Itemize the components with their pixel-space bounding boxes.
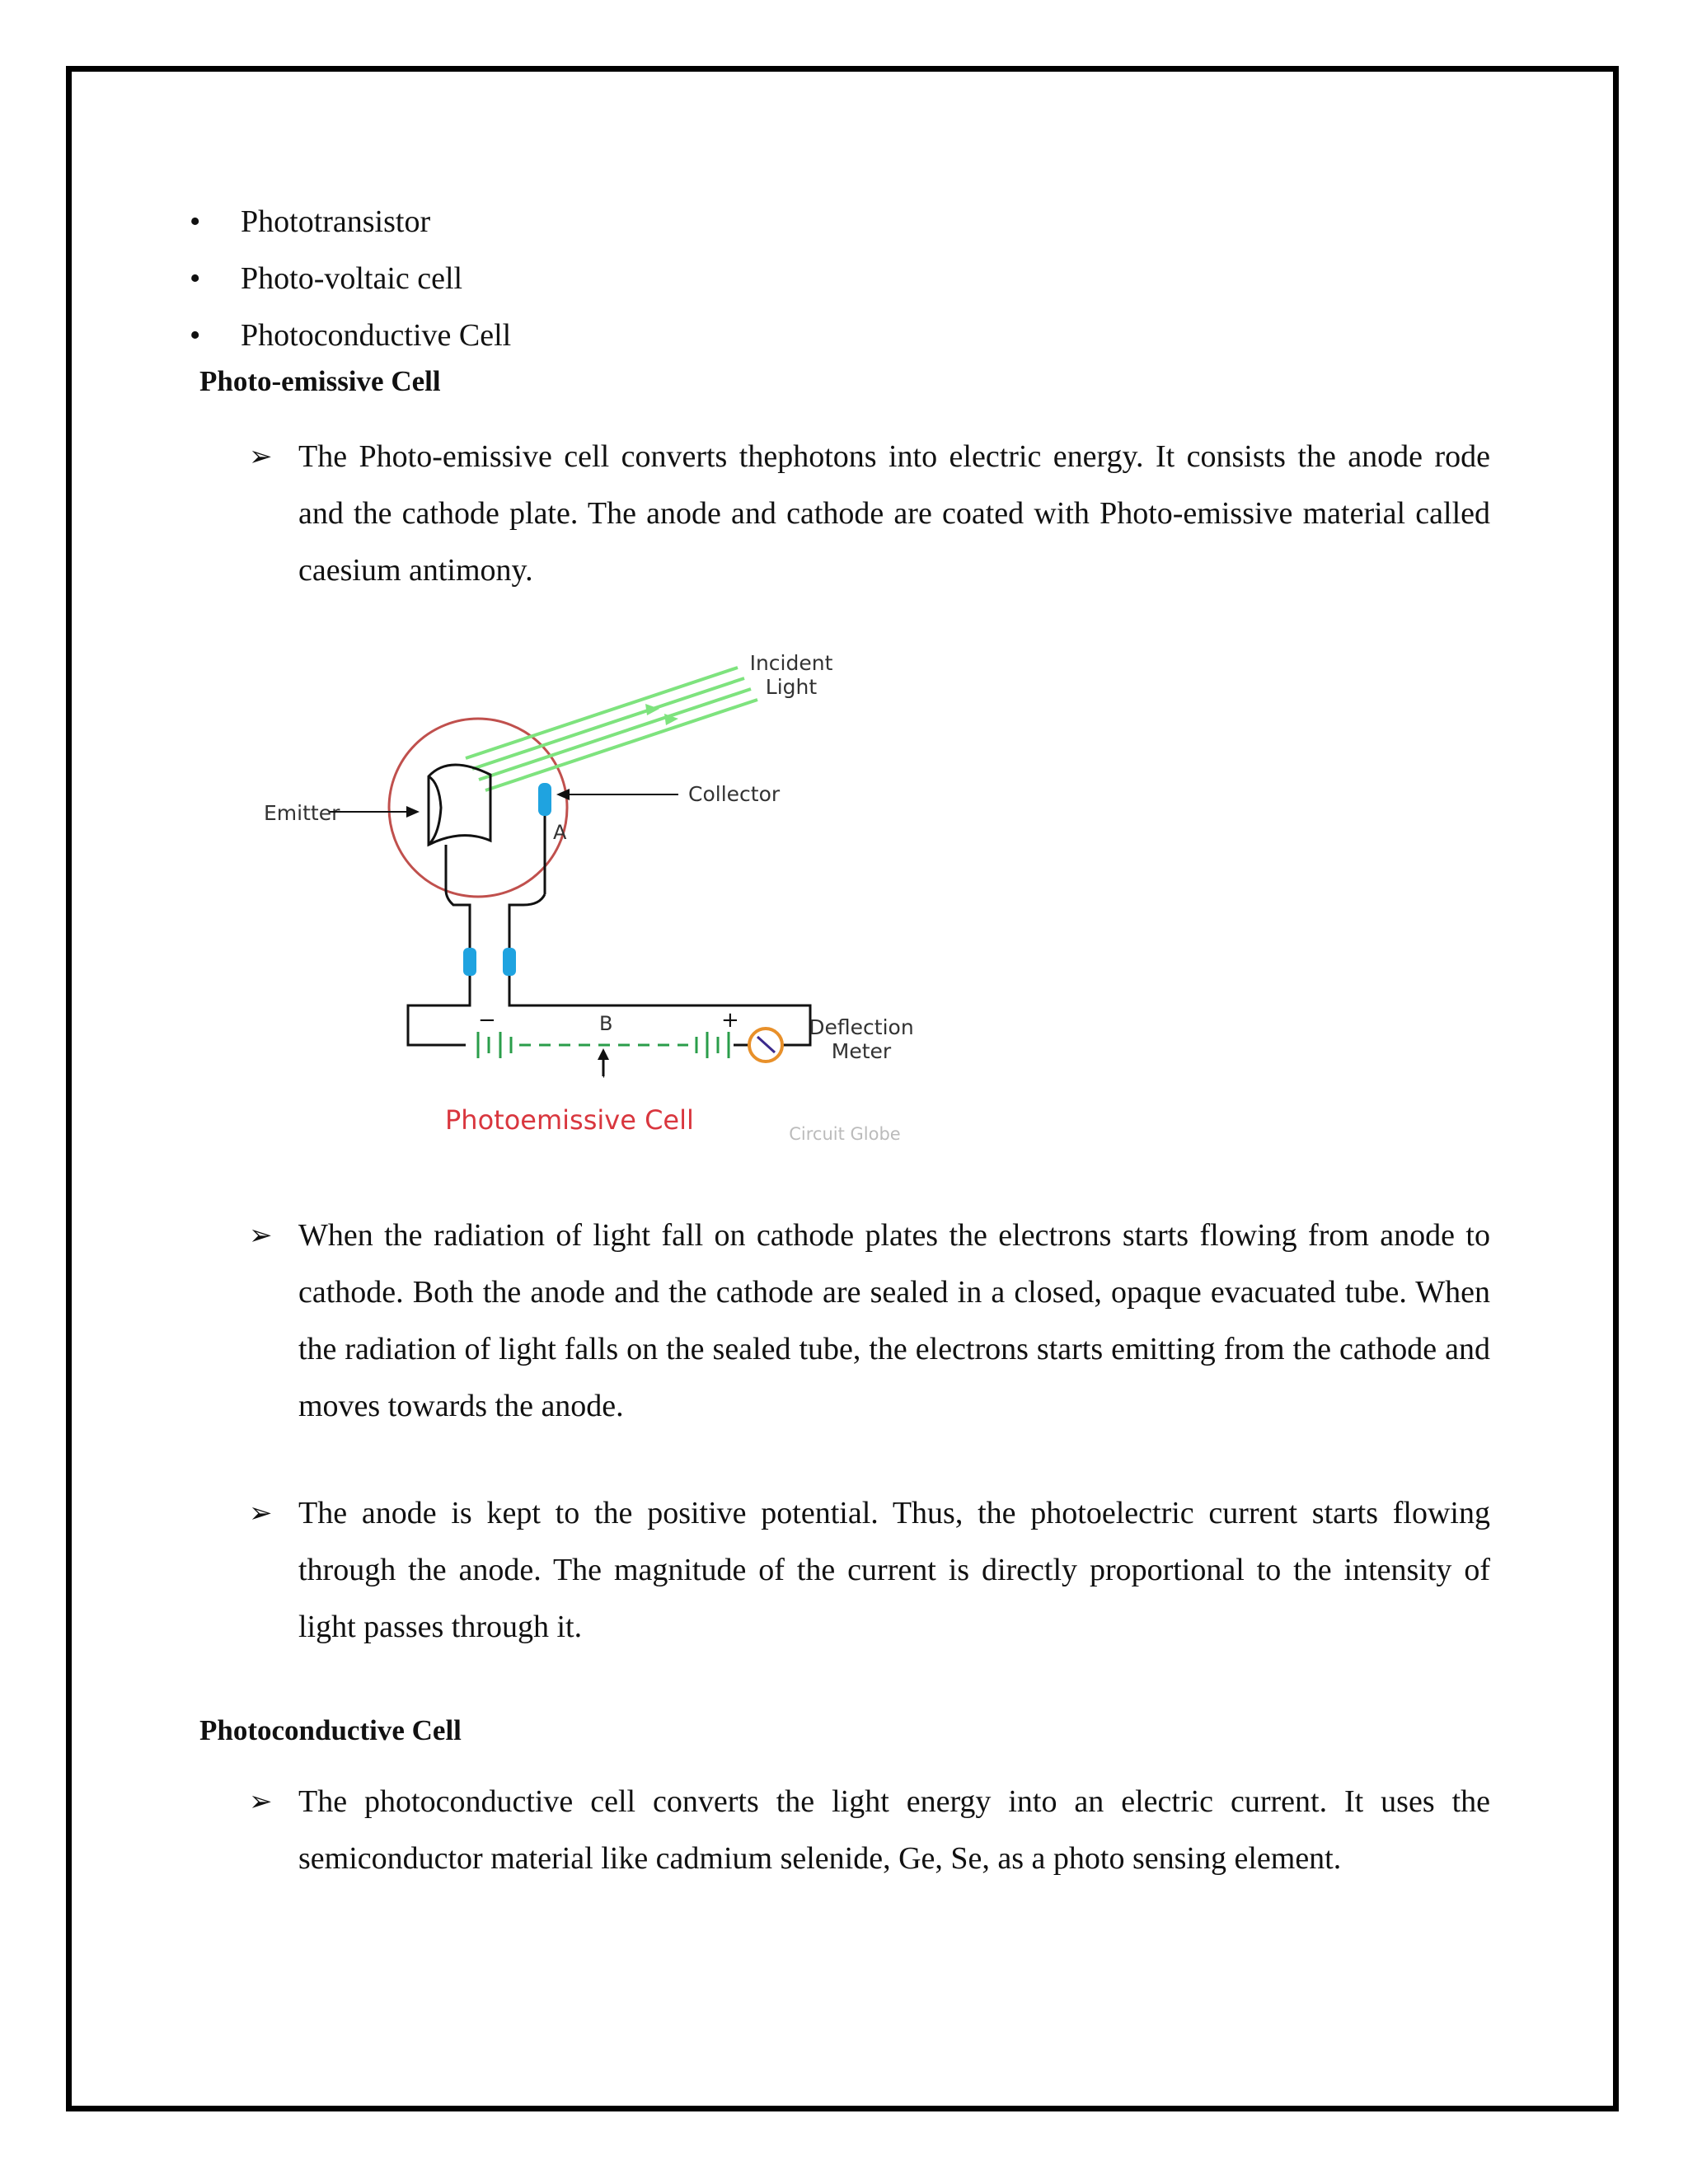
list-item xyxy=(190,307,511,364)
bullet-dot-icon: • xyxy=(190,204,201,239)
pointer-arrow-icon xyxy=(556,789,570,800)
arrow-bullet-icon: ➢ xyxy=(249,1219,273,1252)
emitter-label: Emitter xyxy=(264,801,340,825)
bullet-dot-icon: • xyxy=(190,318,201,353)
positive-terminal-label: + xyxy=(721,1008,739,1033)
section-heading-photoconductive: Photoconductive Cell xyxy=(199,1714,462,1746)
negative-terminal-label: − xyxy=(478,1008,496,1033)
paragraph: The photoconductive cell converts the light energy into an electric current. It uses the semiconductor material like cadmium selenide, Ge, Se, as a photo sensing element. xyxy=(298,1784,1490,1876)
arrow-bullet-icon: ➢ xyxy=(249,1497,273,1530)
paragraph: The Photo-emissive cell converts thephotons into electric energy. It consists the anode rode and the cathode plate. The anode and cathode are coated with Photo-emissive material called caesium antimony. xyxy=(298,439,1490,588)
list-item-text: Photo-voltaic cell xyxy=(241,261,463,296)
paragraph: The anode is kept to the positive potential. Thus, the photoelectric current starts flowing through the anode. The magnitude of the current is directly proportional to the intensity of light passes through it. xyxy=(298,1496,1490,1644)
circuit-wire xyxy=(408,976,470,1045)
battery-label: B xyxy=(599,1012,613,1035)
emitter-cathode xyxy=(429,765,490,845)
bullet-dot-icon: • xyxy=(190,261,201,296)
list-item-text: Phototransistor xyxy=(241,204,431,239)
incident-light-rays xyxy=(466,668,757,790)
arrow-bullet-icon: ➢ xyxy=(249,440,273,473)
paragraph: When the radiation of light fall on cathode plates the electrons starts flowing from anode to cathode. Both the anode and the cathode are sealed in a closed, opaque evacuated tube. When the radiation of light falls on the sealed tube, the electrons starts emitting from the cathode and moves towards the anode. xyxy=(298,1218,1490,1423)
device-bullet-list xyxy=(190,194,511,364)
incident-light-label: Incident xyxy=(749,651,833,675)
list-item xyxy=(190,194,511,251)
list-item xyxy=(190,251,511,307)
watermark: Circuit Globe xyxy=(789,1124,901,1144)
list-item-text: Photoconductive Cell xyxy=(241,318,512,353)
deflection-meter-label: Meter xyxy=(831,1039,892,1063)
tap-arrow-icon xyxy=(598,1048,609,1060)
photoemissive-cell-diagram xyxy=(194,643,1026,1154)
anode-label: A xyxy=(553,821,567,844)
figure-caption: Photoemissive Cell xyxy=(445,1104,694,1136)
incident-light-label: Light xyxy=(765,675,818,699)
collector-label: Collector xyxy=(688,782,781,806)
pin-connector xyxy=(503,948,516,976)
arrow-bullet-icon: ➢ xyxy=(249,1785,273,1818)
pointer-arrow-icon xyxy=(406,806,420,818)
collector-anode xyxy=(538,783,551,816)
deflection-meter-label: Deflection xyxy=(809,1015,914,1039)
section-heading-photoemissive: Photo-emissive Cell xyxy=(199,365,441,397)
pin-connector xyxy=(463,948,476,976)
